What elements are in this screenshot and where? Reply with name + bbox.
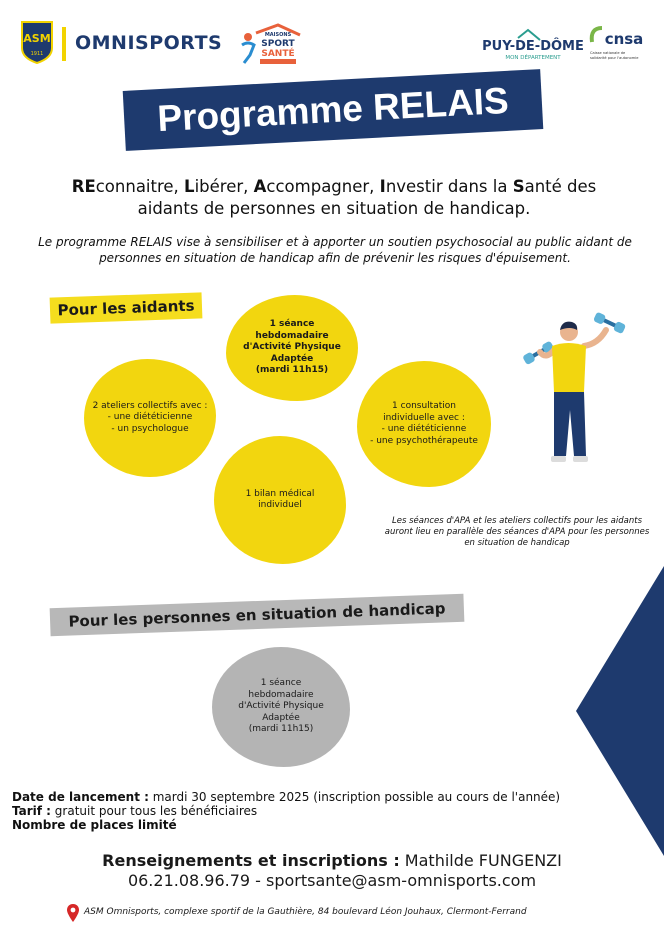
section-handicap-heading: Pour les personnes en situation de handicap — [68, 599, 446, 631]
section-aidants-heading: Pour les aidants — [57, 296, 195, 320]
tarif-line: Tarif : gratuit pour tous les bénéficiaires — [12, 804, 258, 818]
maison-sport-sante-logo — [238, 23, 302, 65]
puy-de-dome-logo — [482, 28, 584, 62]
decorative-triangle — [576, 566, 664, 856]
contact-line: Renseignements et inscriptions : Mathilde FUNGENZI — [102, 851, 562, 870]
svg-text:SANTÉ: SANTÉ — [261, 49, 295, 59]
svg-text:cnsa: cnsa — [604, 30, 644, 48]
phone-email-line[interactable]: 06.21.08.96.79 - sportsante@asm-omnisports.com — [127, 871, 537, 890]
acronym-line-1: REconnaitre, Libérer, Accompagner, Investir dans la Santé des — [71, 177, 597, 196]
aidants-note: Les séances d'APA et les ateliers collectifs pour les aidants auront lieu en parallèle des séances d'APA pour les personnes en situation de handicap — [384, 516, 650, 548]
blob-apa-handicap: 1 séance hebdomadaire d'Activité Physique Adaptée (mardi 11h15) — [212, 647, 350, 767]
omnisports-label: OMNISPORTS — [75, 32, 223, 54]
blob-bilan-medical: 1 bilan médical individuel — [214, 436, 346, 564]
svg-text:1911: 1911 — [30, 51, 44, 57]
svg-text:SPORT: SPORT — [261, 39, 295, 49]
svg-text:PUY-DE-DÔME: PUY-DE-DÔME — [482, 39, 584, 54]
blob-ateliers-collectifs: 2 ateliers collectifs avec : - une diététicienne - un psychologue — [84, 359, 216, 477]
launch-date-line: Date de lancement : mardi 30 septembre 2025 (inscription possible au cours de l'année) — [12, 790, 561, 804]
address-text: ASM Omnisports, complexe sportif de la Gauthière, 84 boulevard Léon Jouhaux, Clermont-Ferrand — [84, 907, 527, 917]
svg-text:MON DÉPARTEMENT: MON DÉPARTEMENT — [505, 55, 561, 61]
cnsa-logo — [586, 24, 648, 64]
intro-paragraph: Le programme RELAIS vise à sensibiliser et à apporter un soutien psychosocial au public aidant de personnes en situation de handicap afin de prévenir les risques d'épuisement. — [38, 235, 632, 265]
page-title: Programme RELAIS — [156, 79, 510, 140]
blob-apa-aidants: 1 séance hebdomadaire d'Activité Physique Adaptée (mardi 11h15) — [226, 295, 358, 401]
acronym-tagline — [40, 176, 628, 220]
person-dumbbells-illustration — [520, 310, 630, 470]
logo-divider — [62, 27, 66, 61]
places-line: Nombre de places limité — [12, 818, 177, 832]
blob-consultation-individuelle: 1 consultation individuelle avec : - une diététicienne - une psychothérapeute — [357, 361, 491, 487]
acronym-line-2: aidants de personnes en situation de handicap. — [137, 199, 531, 218]
asm-badge-icon — [20, 20, 54, 64]
svg-text:solidarité pour l'autonomie: solidarité pour l'autonomie — [590, 56, 639, 60]
svg-text:MAISONS: MAISONS — [264, 32, 292, 38]
location-pin-icon — [66, 903, 80, 923]
svg-text:ASM: ASM — [23, 32, 51, 45]
svg-text:Caisse nationale de: Caisse nationale de — [590, 51, 626, 55]
